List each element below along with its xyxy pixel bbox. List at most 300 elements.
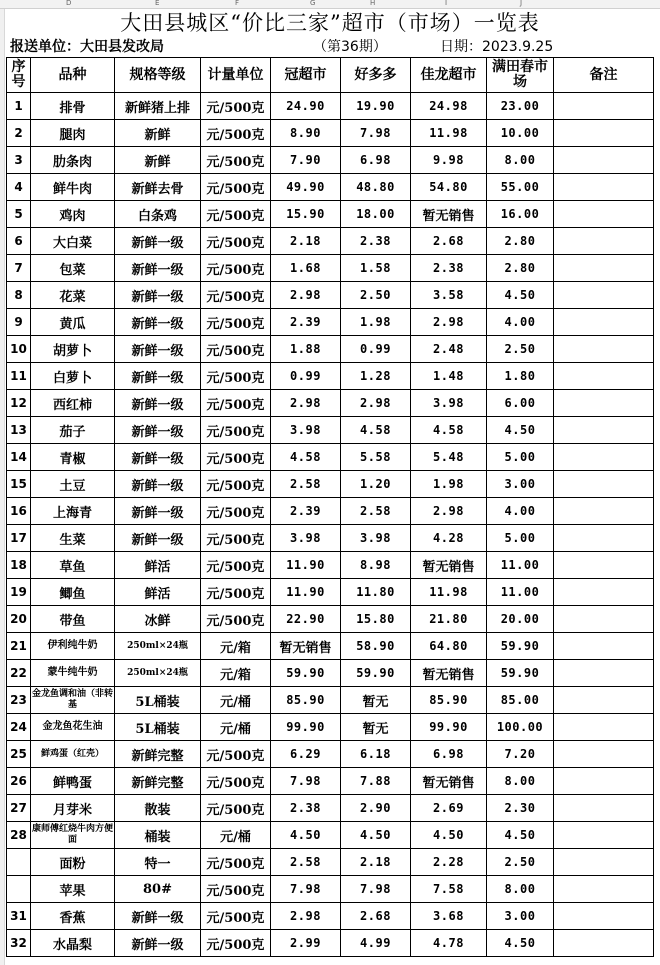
cell-seq: 1 xyxy=(7,93,31,120)
cell-unit: 元/500克 xyxy=(201,309,271,336)
cell-man: 2.50 xyxy=(487,336,554,363)
cell-name: 生菜 xyxy=(31,525,115,552)
cell-name: 茄子 xyxy=(31,417,115,444)
cell-man: 4.00 xyxy=(487,309,554,336)
cell-guan: 7.90 xyxy=(271,147,341,174)
col-letter: F xyxy=(235,0,240,7)
cell-seq: 16 xyxy=(7,498,31,525)
cell-jia: 4.58 xyxy=(411,417,487,444)
cell-jia: 3.68 xyxy=(411,903,487,930)
header-row xyxy=(7,58,654,93)
cell-hao: 59.90 xyxy=(341,660,411,687)
cell-spec: 冰鲜 xyxy=(115,606,201,633)
header-note: 备注 xyxy=(554,58,654,93)
cell-hao: 2.90 xyxy=(341,795,411,822)
cell-jia: 2.69 xyxy=(411,795,487,822)
page-title: 大田县城区“价比三家”超市（市场）一览表 xyxy=(120,11,540,35)
cell-man: 16.00 xyxy=(487,201,554,228)
col-letter: I xyxy=(445,0,448,7)
cell-hao: 1.28 xyxy=(341,363,411,390)
cell-jia: 5.48 xyxy=(411,444,487,471)
cell-jia: 11.98 xyxy=(411,120,487,147)
cell-note xyxy=(554,201,654,228)
cell-seq: 8 xyxy=(7,282,31,309)
cell-hao: 2.58 xyxy=(341,498,411,525)
cell-name: 伊利纯牛奶 xyxy=(31,633,115,660)
cell-spec: 新鲜一级 xyxy=(115,471,201,498)
cell-man: 20.00 xyxy=(487,606,554,633)
cell-name: 花菜 xyxy=(31,282,115,309)
table-row xyxy=(7,471,654,498)
cell-seq: 25 xyxy=(7,741,31,768)
cell-unit: 元/500克 xyxy=(201,606,271,633)
cell-note xyxy=(554,552,654,579)
cell-name: 带鱼 xyxy=(31,606,115,633)
cell-jia: 4.28 xyxy=(411,525,487,552)
report-unit: 报送单位：大田县发改局 xyxy=(10,39,164,55)
cell-guan: 59.90 xyxy=(271,660,341,687)
cell-jia: 6.98 xyxy=(411,741,487,768)
cell-jia: 暂无销售 xyxy=(411,768,487,795)
cell-jia: 54.80 xyxy=(411,174,487,201)
header-hao: 好多多 xyxy=(341,58,411,93)
cell-unit: 元/500克 xyxy=(201,795,271,822)
cell-man: 8.00 xyxy=(487,768,554,795)
cell-jia: 4.78 xyxy=(411,930,487,957)
cell-unit: 元/500克 xyxy=(201,876,271,903)
cell-guan: 2.18 xyxy=(271,228,341,255)
cell-hao: 48.80 xyxy=(341,174,411,201)
cell-spec: 80# xyxy=(115,876,201,903)
cell-note xyxy=(554,336,654,363)
cell-spec: 新鲜一级 xyxy=(115,903,201,930)
table-row xyxy=(7,417,654,444)
cell-note xyxy=(554,93,654,120)
cell-note xyxy=(554,768,654,795)
cell-spec: 新鲜完整 xyxy=(115,768,201,795)
table-row xyxy=(7,741,654,768)
cell-spec: 新鲜一级 xyxy=(115,930,201,957)
cell-man: 55.00 xyxy=(487,174,554,201)
cell-name: 康师傅红烧牛肉方便面 xyxy=(31,822,115,849)
cell-spec: 鲜活 xyxy=(115,552,201,579)
cell-hao: 7.98 xyxy=(341,120,411,147)
cell-seq: 4 xyxy=(7,174,31,201)
cell-hao: 7.88 xyxy=(341,768,411,795)
table-row xyxy=(7,876,654,903)
cell-unit: 元/500克 xyxy=(201,147,271,174)
cell-jia: 2.28 xyxy=(411,849,487,876)
cell-hao: 5.58 xyxy=(341,444,411,471)
column-letter-bar xyxy=(0,0,660,9)
table-row xyxy=(7,633,654,660)
cell-note xyxy=(554,444,654,471)
cell-hao: 6.18 xyxy=(341,741,411,768)
cell-note xyxy=(554,309,654,336)
cell-jia: 暂无销售 xyxy=(411,201,487,228)
cell-man: 2.50 xyxy=(487,849,554,876)
cell-unit: 元/500克 xyxy=(201,336,271,363)
cell-note xyxy=(554,417,654,444)
cell-guan: 2.99 xyxy=(271,930,341,957)
cell-spec: 新鲜一级 xyxy=(115,498,201,525)
cell-unit: 元/500克 xyxy=(201,768,271,795)
cell-unit: 元/桶 xyxy=(201,687,271,714)
cell-hao: 暂无 xyxy=(341,687,411,714)
cell-guan: 4.50 xyxy=(271,822,341,849)
table-row xyxy=(7,363,654,390)
cell-man: 8.00 xyxy=(487,876,554,903)
table-row xyxy=(7,120,654,147)
cell-man: 85.00 xyxy=(487,687,554,714)
cell-name: 黄瓜 xyxy=(31,309,115,336)
cell-name: 月芽米 xyxy=(31,795,115,822)
cell-seq: 24 xyxy=(7,714,31,741)
cell-unit: 元/箱 xyxy=(201,660,271,687)
cell-spec: 5L桶装 xyxy=(115,714,201,741)
table-row xyxy=(7,201,654,228)
cell-man: 4.50 xyxy=(487,417,554,444)
cell-seq: 20 xyxy=(7,606,31,633)
cell-hao: 18.00 xyxy=(341,201,411,228)
cell-man: 11.00 xyxy=(487,579,554,606)
cell-man: 10.00 xyxy=(487,120,554,147)
cell-guan: 11.90 xyxy=(271,552,341,579)
header-spec: 规格等级 xyxy=(115,58,201,93)
cell-note xyxy=(554,633,654,660)
cell-name: 苹果 xyxy=(31,876,115,903)
cell-unit: 元/500克 xyxy=(201,930,271,957)
cell-name: 排骨 xyxy=(31,93,115,120)
header-man: 满田春市场 xyxy=(487,58,554,93)
cell-hao: 6.98 xyxy=(341,147,411,174)
cell-seq: 9 xyxy=(7,309,31,336)
cell-hao: 1.98 xyxy=(341,309,411,336)
table-row xyxy=(7,795,654,822)
cell-spec: 鲜活 xyxy=(115,579,201,606)
table-row xyxy=(7,714,654,741)
cell-guan: 1.88 xyxy=(271,336,341,363)
cell-name: 土豆 xyxy=(31,471,115,498)
cell-spec: 新鲜一级 xyxy=(115,336,201,363)
cell-hao: 4.99 xyxy=(341,930,411,957)
cell-unit: 元/500克 xyxy=(201,120,271,147)
cell-guan: 2.58 xyxy=(271,849,341,876)
cell-hao: 0.99 xyxy=(341,336,411,363)
cell-note xyxy=(554,876,654,903)
cell-seq: 14 xyxy=(7,444,31,471)
cell-guan: 99.90 xyxy=(271,714,341,741)
cell-name: 白萝卜 xyxy=(31,363,115,390)
cell-spec: 5L桶装 xyxy=(115,687,201,714)
cell-note xyxy=(554,849,654,876)
cell-note xyxy=(554,390,654,417)
cell-spec: 250ml×24瓶 xyxy=(115,633,201,660)
cell-guan: 11.90 xyxy=(271,579,341,606)
price-table xyxy=(6,57,654,957)
cell-jia: 85.90 xyxy=(411,687,487,714)
cell-name: 香蕉 xyxy=(31,903,115,930)
cell-guan: 4.58 xyxy=(271,444,341,471)
cell-jia: 1.98 xyxy=(411,471,487,498)
cell-jia: 2.98 xyxy=(411,498,487,525)
cell-guan: 3.98 xyxy=(271,417,341,444)
cell-seq: 31 xyxy=(7,903,31,930)
cell-seq: 19 xyxy=(7,579,31,606)
cell-name: 鲫鱼 xyxy=(31,579,115,606)
cell-hao: 2.18 xyxy=(341,849,411,876)
cell-jia: 21.80 xyxy=(411,606,487,633)
cell-spec: 特一 xyxy=(115,849,201,876)
cell-guan: 2.38 xyxy=(271,795,341,822)
cell-name: 腿肉 xyxy=(31,120,115,147)
cell-seq: 22 xyxy=(7,660,31,687)
cell-man: 4.00 xyxy=(487,498,554,525)
cell-note xyxy=(554,498,654,525)
cell-guan: 15.90 xyxy=(271,201,341,228)
table-row xyxy=(7,768,654,795)
cell-name: 水晶梨 xyxy=(31,930,115,957)
cell-unit: 元/500克 xyxy=(201,174,271,201)
cell-unit: 元/500克 xyxy=(201,282,271,309)
header-name: 品种 xyxy=(31,58,115,93)
cell-unit: 元/500克 xyxy=(201,201,271,228)
table-row xyxy=(7,228,654,255)
cell-spec: 新鲜一级 xyxy=(115,363,201,390)
report-info-row xyxy=(0,37,660,57)
table-row xyxy=(7,336,654,363)
cell-jia: 9.98 xyxy=(411,147,487,174)
cell-man: 3.00 xyxy=(487,471,554,498)
table-row xyxy=(7,498,654,525)
cell-name: 金龙鱼调和油（非转基 xyxy=(31,687,115,714)
cell-hao: 15.80 xyxy=(341,606,411,633)
cell-guan: 7.98 xyxy=(271,876,341,903)
cell-unit: 元/桶 xyxy=(201,822,271,849)
cell-name: 鲜鸡蛋（红壳） xyxy=(31,741,115,768)
cell-name: 金龙鱼花生油 xyxy=(31,714,115,741)
cell-seq: 12 xyxy=(7,390,31,417)
cell-jia: 2.68 xyxy=(411,228,487,255)
cell-guan: 7.98 xyxy=(271,768,341,795)
cell-jia: 4.50 xyxy=(411,822,487,849)
col-letter: E xyxy=(155,0,160,7)
cell-spec: 新鲜一级 xyxy=(115,228,201,255)
col-letter: D xyxy=(66,0,72,7)
cell-man: 11.00 xyxy=(487,552,554,579)
cell-guan: 24.90 xyxy=(271,93,341,120)
cell-man: 3.00 xyxy=(487,903,554,930)
table-row xyxy=(7,930,654,957)
table-row xyxy=(7,849,654,876)
cell-jia: 2.48 xyxy=(411,336,487,363)
cell-name: 草鱼 xyxy=(31,552,115,579)
cell-seq xyxy=(7,849,31,876)
table-row xyxy=(7,552,654,579)
cell-jia: 暂无销售 xyxy=(411,660,487,687)
cell-note xyxy=(554,687,654,714)
cell-guan: 6.29 xyxy=(271,741,341,768)
cell-guan: 2.98 xyxy=(271,390,341,417)
cell-note xyxy=(554,255,654,282)
cell-note xyxy=(554,174,654,201)
cell-name: 包菜 xyxy=(31,255,115,282)
cell-unit: 元/500克 xyxy=(201,228,271,255)
cell-seq: 23 xyxy=(7,687,31,714)
cell-unit: 元/500克 xyxy=(201,552,271,579)
col-letter: H xyxy=(370,0,376,7)
cell-seq: 3 xyxy=(7,147,31,174)
cell-hao: 2.98 xyxy=(341,390,411,417)
header-guan: 冠超市 xyxy=(271,58,341,93)
cell-man: 5.00 xyxy=(487,444,554,471)
date-label: 日期：2023.9.25 xyxy=(440,39,554,55)
cell-spec: 新鲜完整 xyxy=(115,741,201,768)
cell-note xyxy=(554,579,654,606)
cell-guan: 8.90 xyxy=(271,120,341,147)
cell-name: 青椒 xyxy=(31,444,115,471)
cell-unit: 元/500克 xyxy=(201,579,271,606)
cell-hao: 2.38 xyxy=(341,228,411,255)
cell-name: 鲜牛肉 xyxy=(31,174,115,201)
cell-seq: 17 xyxy=(7,525,31,552)
cell-name: 上海青 xyxy=(31,498,115,525)
cell-man: 2.80 xyxy=(487,228,554,255)
cell-guan: 暂无销售 xyxy=(271,633,341,660)
cell-note xyxy=(554,282,654,309)
table-row xyxy=(7,93,654,120)
header-seq: 序号 xyxy=(7,58,31,93)
cell-unit: 元/500克 xyxy=(201,363,271,390)
cell-unit: 元/500克 xyxy=(201,525,271,552)
cell-unit: 元/桶 xyxy=(201,714,271,741)
cell-name: 肋条肉 xyxy=(31,147,115,174)
row-header-strip xyxy=(0,0,5,965)
cell-guan: 1.68 xyxy=(271,255,341,282)
cell-hao: 2.50 xyxy=(341,282,411,309)
cell-seq: 7 xyxy=(7,255,31,282)
cell-seq: 15 xyxy=(7,471,31,498)
cell-seq: 10 xyxy=(7,336,31,363)
cell-guan: 2.58 xyxy=(271,471,341,498)
cell-spec: 新鲜 xyxy=(115,120,201,147)
table-row xyxy=(7,174,654,201)
cell-name: 鲜鸭蛋 xyxy=(31,768,115,795)
cell-spec: 新鲜去骨 xyxy=(115,174,201,201)
cell-seq: 21 xyxy=(7,633,31,660)
cell-spec: 新鲜一级 xyxy=(115,417,201,444)
col-letter: G xyxy=(310,0,316,7)
cell-man: 4.50 xyxy=(487,930,554,957)
cell-man: 7.20 xyxy=(487,741,554,768)
cell-guan: 85.90 xyxy=(271,687,341,714)
cell-hao: 3.98 xyxy=(341,525,411,552)
table-row xyxy=(7,282,654,309)
cell-jia: 2.98 xyxy=(411,309,487,336)
table-row xyxy=(7,903,654,930)
cell-jia: 64.80 xyxy=(411,633,487,660)
cell-guan: 49.90 xyxy=(271,174,341,201)
table-row xyxy=(7,660,654,687)
cell-guan: 2.98 xyxy=(271,903,341,930)
cell-jia: 7.58 xyxy=(411,876,487,903)
cell-man: 5.00 xyxy=(487,525,554,552)
cell-note xyxy=(554,660,654,687)
cell-hao: 8.98 xyxy=(341,552,411,579)
cell-man: 2.30 xyxy=(487,795,554,822)
cell-hao: 7.98 xyxy=(341,876,411,903)
cell-man: 6.00 xyxy=(487,390,554,417)
cell-seq: 27 xyxy=(7,795,31,822)
cell-spec: 新鲜一级 xyxy=(115,444,201,471)
cell-note xyxy=(554,606,654,633)
cell-seq: 32 xyxy=(7,930,31,957)
cell-seq xyxy=(7,876,31,903)
cell-man: 8.00 xyxy=(487,147,554,174)
cell-hao: 58.90 xyxy=(341,633,411,660)
cell-name: 大白菜 xyxy=(31,228,115,255)
cell-unit: 元/500克 xyxy=(201,741,271,768)
cell-jia: 11.98 xyxy=(411,579,487,606)
cell-spec: 白条鸡 xyxy=(115,201,201,228)
cell-name: 蒙牛纯牛奶 xyxy=(31,660,115,687)
cell-unit: 元/箱 xyxy=(201,633,271,660)
cell-jia: 24.98 xyxy=(411,93,487,120)
cell-note xyxy=(554,363,654,390)
cell-guan: 3.98 xyxy=(271,525,341,552)
table-row xyxy=(7,147,654,174)
cell-name: 胡萝卜 xyxy=(31,336,115,363)
cell-man: 100.00 xyxy=(487,714,554,741)
table-row xyxy=(7,822,654,849)
cell-man: 4.50 xyxy=(487,822,554,849)
cell-man: 4.50 xyxy=(487,282,554,309)
cell-hao: 11.80 xyxy=(341,579,411,606)
cell-unit: 元/500克 xyxy=(201,849,271,876)
cell-spec: 新鲜一级 xyxy=(115,309,201,336)
table-row xyxy=(7,579,654,606)
cell-unit: 元/500克 xyxy=(201,444,271,471)
table-row xyxy=(7,255,654,282)
cell-note xyxy=(554,903,654,930)
cell-name: 西红柿 xyxy=(31,390,115,417)
cell-hao: 4.50 xyxy=(341,822,411,849)
cell-note xyxy=(554,147,654,174)
cell-guan: 0.99 xyxy=(271,363,341,390)
cell-jia: 3.98 xyxy=(411,390,487,417)
cell-hao: 1.20 xyxy=(341,471,411,498)
cell-seq: 18 xyxy=(7,552,31,579)
cell-unit: 元/500克 xyxy=(201,417,271,444)
cell-note xyxy=(554,930,654,957)
cell-jia: 3.58 xyxy=(411,282,487,309)
cell-unit: 元/500克 xyxy=(201,498,271,525)
cell-note xyxy=(554,471,654,498)
cell-hao: 19.90 xyxy=(341,93,411,120)
cell-spec: 桶装 xyxy=(115,822,201,849)
cell-name: 鸡肉 xyxy=(31,201,115,228)
table-row xyxy=(7,444,654,471)
cell-spec: 新鲜猪上排 xyxy=(115,93,201,120)
cell-seq: 2 xyxy=(7,120,31,147)
cell-note xyxy=(554,795,654,822)
cell-jia: 暂无销售 xyxy=(411,552,487,579)
header-jia: 佳龙超市 xyxy=(411,58,487,93)
cell-spec: 新鲜 xyxy=(115,147,201,174)
cell-seq: 13 xyxy=(7,417,31,444)
cell-hao: 2.68 xyxy=(341,903,411,930)
cell-guan: 22.90 xyxy=(271,606,341,633)
